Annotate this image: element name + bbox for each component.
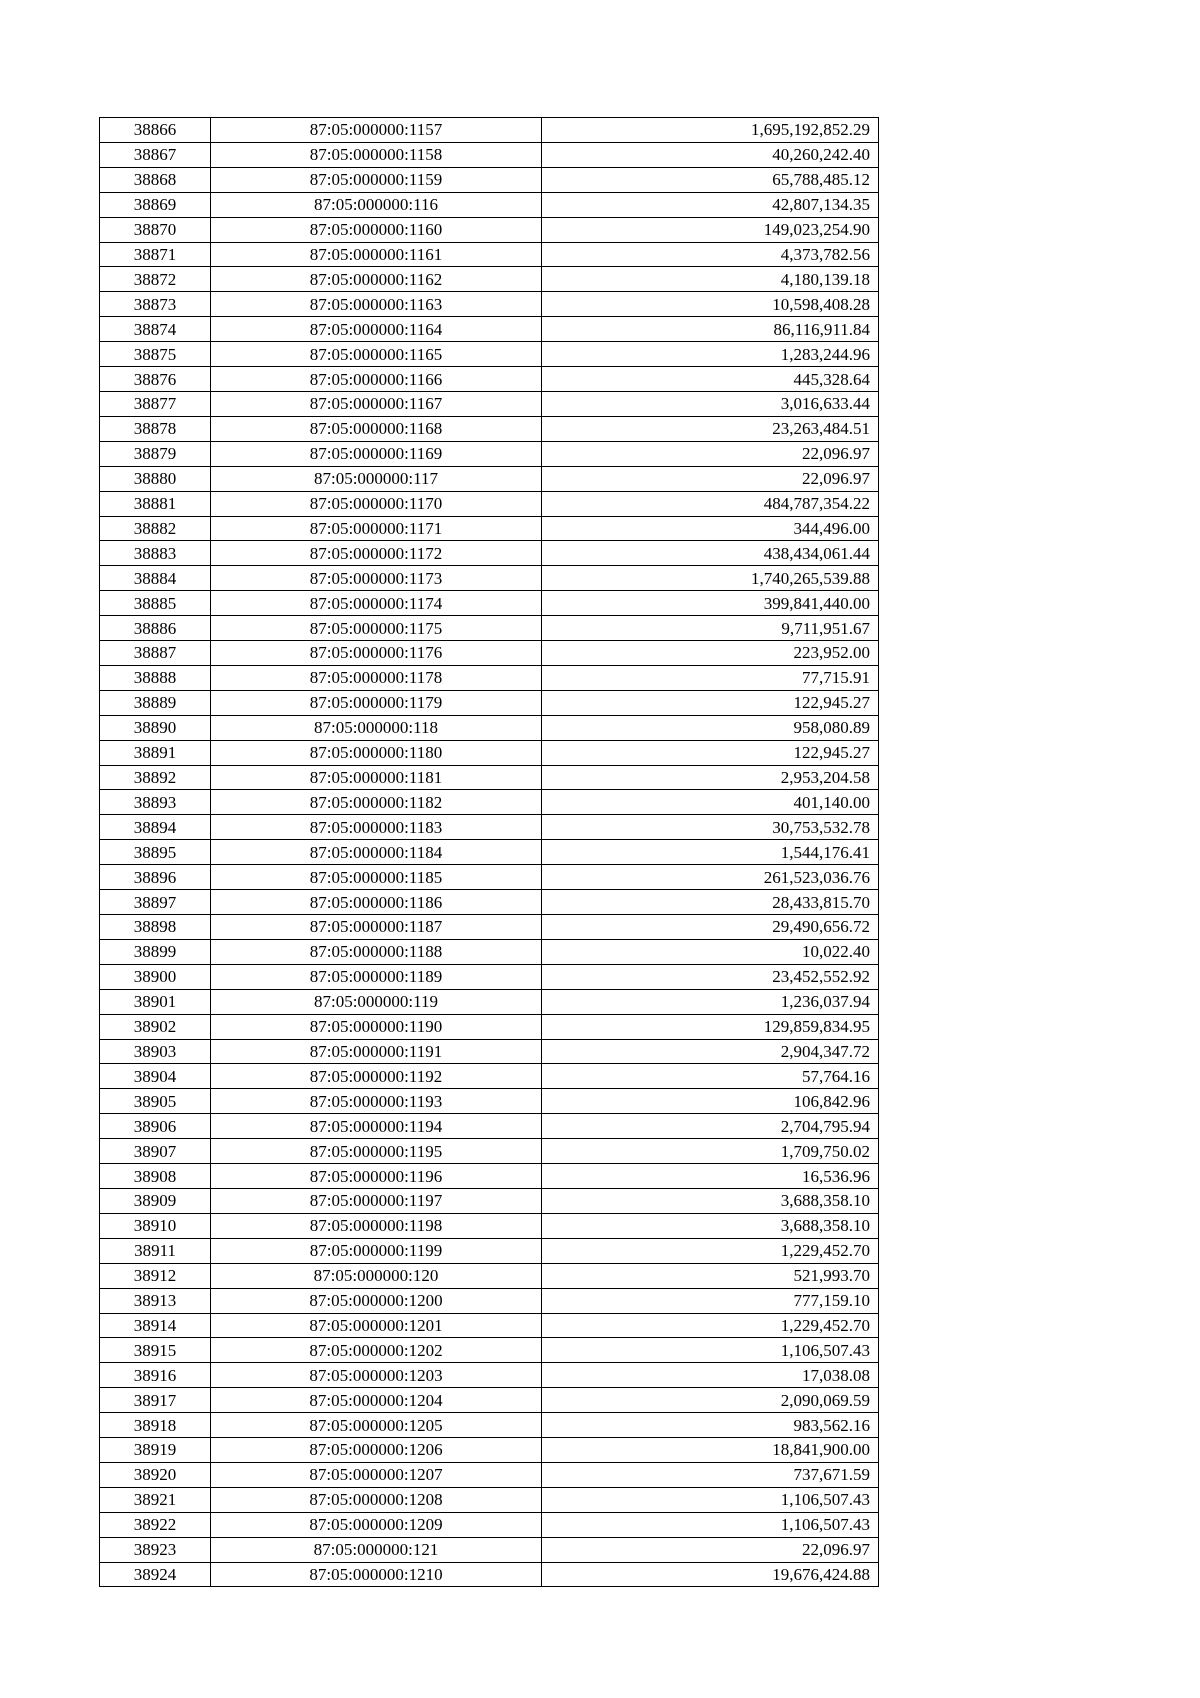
row-number-cell: 38918	[100, 1413, 211, 1438]
table-row	[100, 1089, 879, 1114]
cadastral-value-cell: 106,842.96	[542, 1089, 879, 1114]
cadastral-value-cell: 399,841,440.00	[542, 591, 879, 616]
row-number-cell: 38886	[100, 616, 211, 641]
row-number-cell: 38887	[100, 641, 211, 666]
row-number-cell: 38895	[100, 840, 211, 865]
cadastral-value-cell: 4,180,139.18	[542, 267, 879, 292]
table-row	[100, 242, 879, 267]
cadastral-number-cell: 87:05:000000:1207	[211, 1462, 542, 1487]
cadastral-number-cell: 87:05:000000:120	[211, 1263, 542, 1288]
cadastral-number-cell: 87:05:000000:1204	[211, 1388, 542, 1413]
table-row	[100, 541, 879, 566]
row-number-cell: 38872	[100, 267, 211, 292]
cadastral-value-cell: 1,106,507.43	[542, 1338, 879, 1363]
table-row	[100, 441, 879, 466]
cadastral-number-cell: 87:05:000000:1198	[211, 1213, 542, 1238]
table-row	[100, 1413, 879, 1438]
cadastral-value-cell: 42,807,134.35	[542, 192, 879, 217]
table-row	[100, 1512, 879, 1537]
row-number-cell: 38921	[100, 1487, 211, 1512]
table-row	[100, 491, 879, 516]
table-row	[100, 840, 879, 865]
table-row	[100, 1064, 879, 1089]
row-number-cell: 38870	[100, 217, 211, 242]
table-row	[100, 192, 879, 217]
table-row	[100, 1039, 879, 1064]
cadastral-number-cell: 87:05:000000:1194	[211, 1114, 542, 1139]
cadastral-number-cell: 87:05:000000:1172	[211, 541, 542, 566]
cadastral-value-cell: 445,328.64	[542, 367, 879, 392]
row-number-cell: 38889	[100, 690, 211, 715]
cadastral-value-cell: 28,433,815.70	[542, 890, 879, 915]
table-row	[100, 1388, 879, 1413]
cadastral-value-cell: 1,283,244.96	[542, 342, 879, 367]
cadastral-number-cell: 87:05:000000:1175	[211, 616, 542, 641]
row-number-cell: 38893	[100, 790, 211, 815]
row-number-cell: 38898	[100, 915, 211, 940]
table-row	[100, 1238, 879, 1263]
cadastral-value-cell: 10,598,408.28	[542, 292, 879, 317]
row-number-cell: 38900	[100, 964, 211, 989]
row-number-cell: 38907	[100, 1139, 211, 1164]
cadastral-value-cell: 401,140.00	[542, 790, 879, 815]
cadastral-number-cell: 87:05:000000:1165	[211, 342, 542, 367]
table-row	[100, 939, 879, 964]
cadastral-value-cell: 23,263,484.51	[542, 416, 879, 441]
cadastral-number-cell: 87:05:000000:1209	[211, 1512, 542, 1537]
cadastral-value-cell: 19,676,424.88	[542, 1562, 879, 1587]
table-row	[100, 118, 879, 143]
cadastral-number-cell: 87:05:000000:1196	[211, 1164, 542, 1189]
table-row	[100, 1164, 879, 1189]
cadastral-number-cell: 87:05:000000:1201	[211, 1313, 542, 1338]
cadastral-value-cell: 2,904,347.72	[542, 1039, 879, 1064]
table-row	[100, 890, 879, 915]
cadastral-number-cell: 87:05:000000:1186	[211, 890, 542, 915]
row-number-cell: 38923	[100, 1537, 211, 1562]
cadastral-number-cell: 87:05:000000:117	[211, 466, 542, 491]
row-number-cell: 38912	[100, 1263, 211, 1288]
table-row	[100, 591, 879, 616]
table-row	[100, 1114, 879, 1139]
cadastral-number-cell: 87:05:000000:1190	[211, 1014, 542, 1039]
cadastral-value-cell: 29,490,656.72	[542, 915, 879, 940]
cadastral-number-cell: 87:05:000000:1184	[211, 840, 542, 865]
cadastral-number-cell: 87:05:000000:1210	[211, 1562, 542, 1587]
cadastral-number-cell: 87:05:000000:1179	[211, 690, 542, 715]
cadastral-number-cell: 87:05:000000:1208	[211, 1487, 542, 1512]
table-row	[100, 865, 879, 890]
cadastral-value-cell: 149,023,254.90	[542, 217, 879, 242]
cadastral-number-cell: 87:05:000000:1160	[211, 217, 542, 242]
cadastral-value-cell: 1,229,452.70	[542, 1238, 879, 1263]
cadastral-number-cell: 87:05:000000:1161	[211, 242, 542, 267]
table-row	[100, 1487, 879, 1512]
row-number-cell: 38896	[100, 865, 211, 890]
row-number-cell: 38873	[100, 292, 211, 317]
table-row	[100, 416, 879, 441]
cadastral-value-cell: 1,106,507.43	[542, 1487, 879, 1512]
cadastral-value-cell: 16,536.96	[542, 1164, 879, 1189]
cadastral-value-cell: 65,788,485.12	[542, 167, 879, 192]
cadastral-number-cell: 87:05:000000:1164	[211, 317, 542, 342]
table-row	[100, 1562, 879, 1587]
table-row	[100, 167, 879, 192]
table-row	[100, 1188, 879, 1213]
row-number-cell: 38920	[100, 1462, 211, 1487]
cadastral-value-cell: 1,709,750.02	[542, 1139, 879, 1164]
cadastral-value-cell: 10,022.40	[542, 939, 879, 964]
cadastral-number-cell: 87:05:000000:1206	[211, 1438, 542, 1463]
table-body	[100, 118, 879, 1587]
table-row	[100, 616, 879, 641]
cadastral-number-cell: 87:05:000000:1203	[211, 1363, 542, 1388]
cadastral-value-cell: 9,711,951.67	[542, 616, 879, 641]
row-number-cell: 38890	[100, 715, 211, 740]
table-row	[100, 1313, 879, 1338]
row-number-cell: 38869	[100, 192, 211, 217]
row-number-cell: 38911	[100, 1238, 211, 1263]
cadastral-number-cell: 87:05:000000:1166	[211, 367, 542, 392]
cadastral-number-cell: 87:05:000000:1183	[211, 815, 542, 840]
cadastral-value-cell: 3,688,358.10	[542, 1188, 879, 1213]
cadastral-number-cell: 87:05:000000:1159	[211, 167, 542, 192]
row-number-cell: 38871	[100, 242, 211, 267]
table-row	[100, 1363, 879, 1388]
table-row	[100, 665, 879, 690]
cadastral-number-cell: 87:05:000000:1171	[211, 516, 542, 541]
row-number-cell: 38899	[100, 939, 211, 964]
cadastral-value-cell: 983,562.16	[542, 1413, 879, 1438]
cadastral-number-cell: 87:05:000000:1182	[211, 790, 542, 815]
table-row	[100, 566, 879, 591]
row-number-cell: 38908	[100, 1164, 211, 1189]
row-number-cell: 38904	[100, 1064, 211, 1089]
cadastral-value-cell: 22,096.97	[542, 441, 879, 466]
cadastral-value-cell: 2,704,795.94	[542, 1114, 879, 1139]
cadastral-number-cell: 87:05:000000:1185	[211, 865, 542, 890]
table-row	[100, 740, 879, 765]
row-number-cell: 38867	[100, 142, 211, 167]
table-row	[100, 516, 879, 541]
cadastral-value-cell: 3,688,358.10	[542, 1213, 879, 1238]
table-row	[100, 367, 879, 392]
cadastral-value-cell: 3,016,633.44	[542, 391, 879, 416]
cadastral-value-cell: 344,496.00	[542, 516, 879, 541]
cadastral-number-cell: 87:05:000000:1162	[211, 267, 542, 292]
table-row	[100, 466, 879, 491]
table-row	[100, 292, 879, 317]
row-number-cell: 38915	[100, 1338, 211, 1363]
cadastral-number-cell: 87:05:000000:1181	[211, 765, 542, 790]
table-row	[100, 765, 879, 790]
table-row	[100, 641, 879, 666]
cadastral-value-cell: 737,671.59	[542, 1462, 879, 1487]
cadastral-number-cell: 87:05:000000:1191	[211, 1039, 542, 1064]
row-number-cell: 38913	[100, 1288, 211, 1313]
row-number-cell: 38884	[100, 566, 211, 591]
row-number-cell: 38866	[100, 118, 211, 143]
cadastral-number-cell: 87:05:000000:116	[211, 192, 542, 217]
row-number-cell: 38877	[100, 391, 211, 416]
cadastral-number-cell: 87:05:000000:1188	[211, 939, 542, 964]
table-row	[100, 1014, 879, 1039]
cadastral-number-cell: 87:05:000000:119	[211, 989, 542, 1014]
cadastral-value-cell: 129,859,834.95	[542, 1014, 879, 1039]
cadastral-value-cell: 1,236,037.94	[542, 989, 879, 1014]
table-row	[100, 391, 879, 416]
cadastral-number-cell: 87:05:000000:1170	[211, 491, 542, 516]
cadastral-value-cell: 1,229,452.70	[542, 1313, 879, 1338]
cadastral-number-cell: 87:05:000000:1180	[211, 740, 542, 765]
row-number-cell: 38914	[100, 1313, 211, 1338]
table-row	[100, 342, 879, 367]
cadastral-number-cell: 87:05:000000:1202	[211, 1338, 542, 1363]
cadastral-value-cell: 122,945.27	[542, 690, 879, 715]
table-row	[100, 1263, 879, 1288]
cadastral-value-cell: 40,260,242.40	[542, 142, 879, 167]
cadastral-number-cell: 87:05:000000:1193	[211, 1089, 542, 1114]
cadastral-number-cell: 87:05:000000:1189	[211, 964, 542, 989]
cadastral-value-cell: 1,740,265,539.88	[542, 566, 879, 591]
row-number-cell: 38876	[100, 367, 211, 392]
table-row	[100, 964, 879, 989]
cadastral-value-cell: 30,753,532.78	[542, 815, 879, 840]
row-number-cell: 38883	[100, 541, 211, 566]
cadastral-value-cell: 22,096.97	[542, 466, 879, 491]
row-number-cell: 38924	[100, 1562, 211, 1587]
cadastral-number-cell: 87:05:000000:1157	[211, 118, 542, 143]
row-number-cell: 38901	[100, 989, 211, 1014]
row-number-cell: 38874	[100, 317, 211, 342]
row-number-cell: 38892	[100, 765, 211, 790]
row-number-cell: 38919	[100, 1438, 211, 1463]
row-number-cell: 38909	[100, 1188, 211, 1213]
table-row	[100, 142, 879, 167]
cadastral-value-cell: 18,841,900.00	[542, 1438, 879, 1463]
row-number-cell: 38878	[100, 416, 211, 441]
cadastral-number-cell: 87:05:000000:118	[211, 715, 542, 740]
table-row	[100, 1338, 879, 1363]
row-number-cell: 38868	[100, 167, 211, 192]
row-number-cell: 38916	[100, 1363, 211, 1388]
cadastral-value-cell: 23,452,552.92	[542, 964, 879, 989]
table-row	[100, 317, 879, 342]
table-row	[100, 915, 879, 940]
cadastral-number-cell: 87:05:000000:1173	[211, 566, 542, 591]
cadastral-number-cell: 87:05:000000:1174	[211, 591, 542, 616]
table-row	[100, 715, 879, 740]
cadastral-number-cell: 87:05:000000:1187	[211, 915, 542, 940]
row-number-cell: 38906	[100, 1114, 211, 1139]
table-row	[100, 267, 879, 292]
table-row	[100, 1139, 879, 1164]
table-row	[100, 690, 879, 715]
cadastral-number-cell: 87:05:000000:1168	[211, 416, 542, 441]
row-number-cell: 38891	[100, 740, 211, 765]
row-number-cell: 38897	[100, 890, 211, 915]
row-number-cell: 38875	[100, 342, 211, 367]
cadastral-number-cell: 87:05:000000:1197	[211, 1188, 542, 1213]
cadastral-number-cell: 87:05:000000:1158	[211, 142, 542, 167]
table-row	[100, 1288, 879, 1313]
table-row	[100, 1537, 879, 1562]
cadastral-value-cell: 22,096.97	[542, 1537, 879, 1562]
row-number-cell: 38882	[100, 516, 211, 541]
cadastral-value-cell: 438,434,061.44	[542, 541, 879, 566]
cadastral-value-cell: 484,787,354.22	[542, 491, 879, 516]
cadastral-number-cell: 87:05:000000:121	[211, 1537, 542, 1562]
row-number-cell: 38888	[100, 665, 211, 690]
cadastral-value-cell: 223,952.00	[542, 641, 879, 666]
cadastral-number-cell: 87:05:000000:1163	[211, 292, 542, 317]
table-row	[100, 1462, 879, 1487]
row-number-cell: 38905	[100, 1089, 211, 1114]
cadastral-value-cell: 122,945.27	[542, 740, 879, 765]
cadastral-value-cell: 57,764.16	[542, 1064, 879, 1089]
cadastral-value-cell: 86,116,911.84	[542, 317, 879, 342]
cadastral-number-cell: 87:05:000000:1195	[211, 1139, 542, 1164]
cadastral-number-cell: 87:05:000000:1199	[211, 1238, 542, 1263]
table-row	[100, 790, 879, 815]
cadastral-value-cell: 2,953,204.58	[542, 765, 879, 790]
cadastral-number-cell: 87:05:000000:1200	[211, 1288, 542, 1313]
data-table	[99, 117, 879, 1587]
table-row	[100, 1438, 879, 1463]
row-number-cell: 38885	[100, 591, 211, 616]
cadastral-value-cell: 261,523,036.76	[542, 865, 879, 890]
row-number-cell: 38880	[100, 466, 211, 491]
cadastral-value-cell: 77,715.91	[542, 665, 879, 690]
cadastral-number-cell: 87:05:000000:1178	[211, 665, 542, 690]
cadastral-number-cell: 87:05:000000:1169	[211, 441, 542, 466]
row-number-cell: 38917	[100, 1388, 211, 1413]
row-number-cell: 38879	[100, 441, 211, 466]
cadastral-value-cell: 1,695,192,852.29	[542, 118, 879, 143]
table-row	[100, 1213, 879, 1238]
cadastral-number-cell: 87:05:000000:1167	[211, 391, 542, 416]
table-row	[100, 815, 879, 840]
cadastral-value-cell: 1,544,176.41	[542, 840, 879, 865]
cadastral-value-cell: 958,080.89	[542, 715, 879, 740]
cadastral-value-cell: 17,038.08	[542, 1363, 879, 1388]
row-number-cell: 38910	[100, 1213, 211, 1238]
cadastral-value-cell: 777,159.10	[542, 1288, 879, 1313]
row-number-cell: 38903	[100, 1039, 211, 1064]
cadastral-number-cell: 87:05:000000:1192	[211, 1064, 542, 1089]
cadastral-value-cell: 1,106,507.43	[542, 1512, 879, 1537]
row-number-cell: 38881	[100, 491, 211, 516]
cadastral-number-cell: 87:05:000000:1205	[211, 1413, 542, 1438]
table-row	[100, 989, 879, 1014]
table-row	[100, 217, 879, 242]
cadastral-value-cell: 2,090,069.59	[542, 1388, 879, 1413]
cadastral-number-cell: 87:05:000000:1176	[211, 641, 542, 666]
row-number-cell: 38894	[100, 815, 211, 840]
row-number-cell: 38902	[100, 1014, 211, 1039]
row-number-cell: 38922	[100, 1512, 211, 1537]
cadastral-value-cell: 4,373,782.56	[542, 242, 879, 267]
cadastral-value-cell: 521,993.70	[542, 1263, 879, 1288]
